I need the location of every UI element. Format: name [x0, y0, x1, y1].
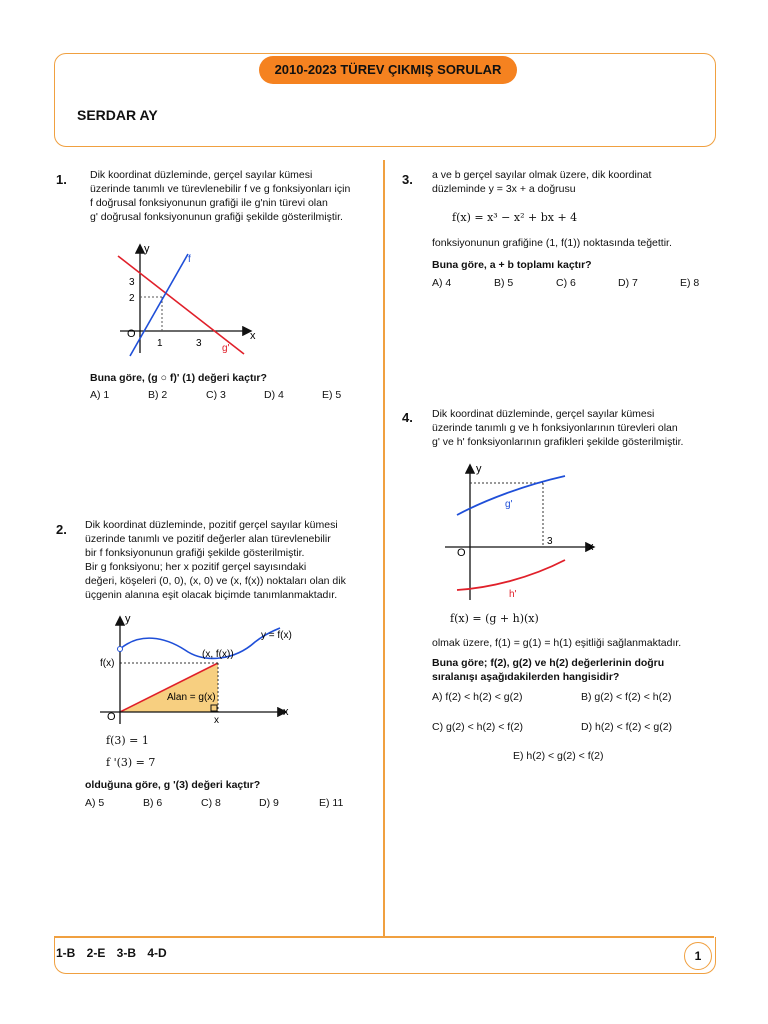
q4-y-label: y: [476, 463, 482, 475]
q1-f-label: f: [188, 254, 191, 265]
q1-option-d[interactable]: D) 4: [264, 389, 284, 401]
q3-option-c[interactable]: C) 6: [556, 277, 576, 289]
author-name: SERDAR AY: [77, 107, 158, 123]
q4-option-c[interactable]: C) g(2) < h(2) < f(2): [432, 721, 524, 733]
q4-text: Dik koordinat düzleminde, gerçel sayılar kümesi üzerinde tanımlı g ve h fonksiyonlarının türevleri olan g' ve h' fonksiyonlarının grafikleri şekilde gösterilmiştir.: [432, 408, 684, 448]
q1-option-e[interactable]: E) 5: [322, 389, 342, 401]
q2-text: Dik koordinat düzleminde, pozitif gerçel sayılar kümesi üzerinde tanımlı ve pozitif değerler alan türevlenebilir bir f fonksiyonunun grafiği şekilde gösterilmiştir. Bir g fonksiyonu; her x pozitif gerçel sayısındaki değeri, köşeleri (0, 0), (x, 0) ve (x, f(x)) noktaları olan dik üçgenin alanına eşit olacak biçimde tanımlanmaktadır.: [85, 519, 346, 601]
q2-y-label: y: [125, 613, 131, 625]
answer-key: 1-B 2-E 3-B 4-D: [56, 946, 167, 960]
q4-origin: O: [457, 547, 466, 559]
q3-options: [432, 277, 720, 289]
q4-condition: olmak üzere, f(1) = g(1) = h(1) eşitliği sağlanmaktadır.: [432, 637, 682, 649]
q2-given-2: f '(3) = 7: [106, 756, 156, 769]
q4-option-b[interactable]: B) g(2) < f(2) < h(2): [581, 691, 672, 703]
q1-option-b[interactable]: B) 2: [148, 389, 168, 401]
q1-tick-1: 1: [157, 338, 163, 349]
q2-option-a[interactable]: A) 5: [85, 797, 105, 809]
q2-given-1: f(3) = 1: [106, 734, 149, 747]
q1-x-label: x: [250, 330, 256, 342]
q2-x-tick: x: [214, 715, 219, 726]
q2-open-point: [118, 647, 123, 652]
footer-divider: [54, 936, 714, 938]
q2-option-c[interactable]: C) 8: [201, 797, 221, 809]
q1-g-label: g': [222, 343, 230, 354]
q3-number: 3.: [402, 172, 413, 187]
q1-options: [90, 389, 362, 401]
q4-question: Buna göre; f(2), g(2) ve h(2) değerlerinin doğru sıralanışı aşağıdakilerden hangisidir?: [432, 657, 665, 683]
q2-origin: O: [107, 711, 116, 723]
q2-curve: [120, 628, 280, 658]
q2-options: [85, 797, 359, 809]
q1-y-label: y: [144, 243, 150, 255]
q2-option-d[interactable]: D) 9: [259, 797, 279, 809]
q2-graph: [95, 612, 300, 727]
q3-formula: f(x) = x³ − x² + bx + 4: [452, 211, 578, 224]
q4-graph: [445, 460, 605, 605]
q4-formula: f(x) = (g + h)(x): [450, 612, 539, 625]
q1-tick-2: 2: [129, 293, 135, 304]
q2-option-b[interactable]: B) 6: [143, 797, 163, 809]
q4-option-d[interactable]: D) h(2) < f(2) < g(2): [581, 721, 673, 733]
q1-text: Dik koordinat düzleminde, gerçel sayılar kümesi üzerinde tanımlı ve türevlenebilir f ve g fonksiyonları için f doğrusal fonksiyonunun grafiği ile g'nin türevi olan g' doğrusal fonksiyonunun grafiği şekilde gösterilmiştir.: [90, 169, 351, 223]
q3-option-e[interactable]: E) 8: [680, 277, 700, 289]
q3-text: a ve b gerçel sayılar olmak üzere, dik koordinat düzleminde y = 3x + a doğrusu: [432, 169, 652, 195]
q1-graph: [110, 238, 270, 363]
q2-point-label: (x, f(x)): [202, 649, 234, 660]
q4-option-e[interactable]: E) h(2) < g(2) < f(2): [513, 750, 604, 762]
q3-condition: fonksiyonunun grafiğine (1, f(1)) noktasında teğettir.: [432, 237, 672, 249]
q2-x-label: x: [283, 706, 289, 718]
q2-option-e[interactable]: E) 11: [319, 797, 344, 809]
q3-option-b[interactable]: B) 5: [494, 277, 514, 289]
page-title: 2010-2023 TÜREV ÇIKMIŞ SORULAR: [259, 56, 517, 84]
q2-number: 2.: [56, 522, 67, 537]
q1-g-line: [118, 256, 244, 354]
q4-x-label: x: [588, 541, 594, 553]
q4-g-label: g': [505, 499, 513, 510]
q1-tick-3y: 3: [129, 277, 135, 288]
q2-fx-label: f(x): [100, 658, 115, 669]
q3-option-d[interactable]: D) 7: [618, 277, 638, 289]
q3-question: Buna göre, a + b toplamı kaçtır?: [432, 259, 592, 271]
q1-origin: O: [127, 328, 136, 340]
q4-tick-3: 3: [547, 536, 553, 547]
q1-number: 1.: [56, 172, 67, 187]
q4-option-a[interactable]: A) f(2) < h(2) < g(2): [432, 691, 523, 703]
q1-option-a[interactable]: A) 1: [90, 389, 110, 401]
column-divider: [383, 160, 385, 937]
q4-h-label: h': [509, 589, 517, 600]
q2-curve-label: y = f(x): [261, 630, 292, 641]
page-number: 1: [684, 942, 712, 970]
q2-area-label: Alan = g(x): [167, 692, 216, 703]
q1-option-c[interactable]: C) 3: [206, 389, 226, 401]
q4-h-curve: [457, 560, 565, 590]
q1-tick-3x: 3: [196, 338, 202, 349]
q1-question: Buna göre, (g ○ f)' (1) değeri kaçtır?: [90, 372, 267, 384]
q2-question: olduğuna göre, g '(3) değeri kaçtır?: [85, 779, 261, 791]
q3-option-a[interactable]: A) 4: [432, 277, 452, 289]
q4-number: 4.: [402, 410, 413, 425]
